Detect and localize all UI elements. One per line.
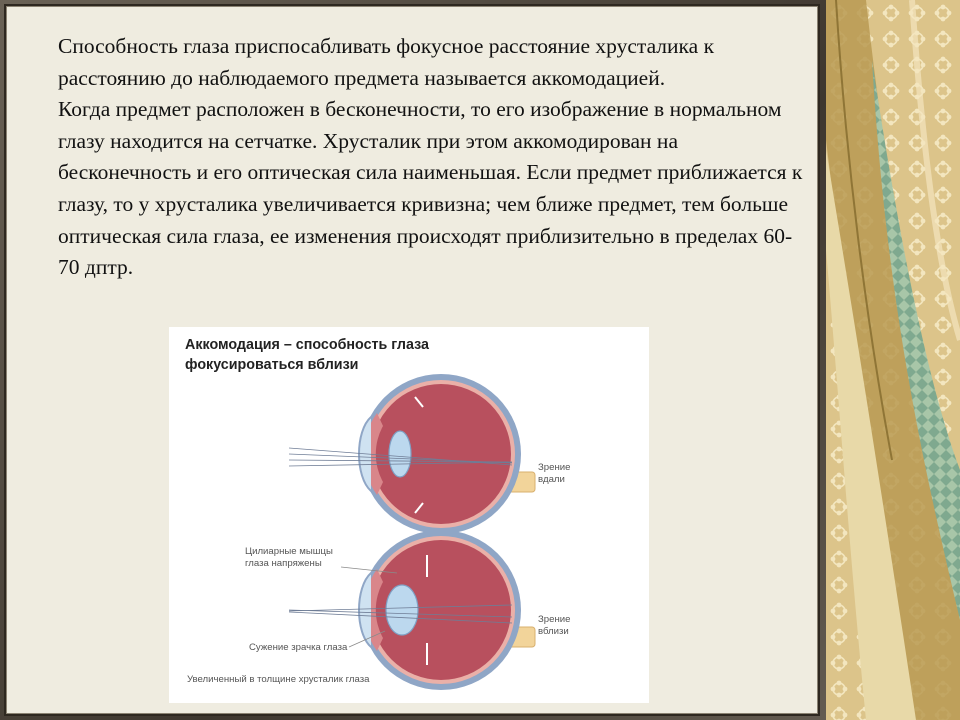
paragraph-accommodation-explanation: Когда предмет расположен в бесконечности, то его изображение в нормальном глазу находится на сетчатке. Хрусталик при этом аккомодирован на бесконечность и его оптическая сила наименьшая. Если предмет приближается к глазу, то у хрусталика увеличивается кривизна; чем ближе предмет, тем больше оптическая сила глаза, ее изменения происходят приблизительно в пределах 60-70 дптр. <box>58 97 803 280</box>
eye-far-vision <box>289 374 535 534</box>
accommodation-diagram <box>169 327 649 703</box>
figure-title-line2: фокусироваться вблизи <box>185 357 359 373</box>
label-far-vision: Зрение вдали <box>538 462 571 485</box>
eye-diagrams <box>169 327 649 703</box>
label-pupil-narrowing: Сужение зрачка глаза <box>249 642 348 653</box>
paragraph-accommodation-definition: Способность глаза приспосабливать фокусное расстояние хрусталика к расстоянию до наблюдаемого предмета называется аккомодацией. <box>58 34 715 90</box>
decorative-side-pattern <box>826 0 960 720</box>
figure-title <box>185 335 535 375</box>
label-lens-thickening: Увеличенный в толщине хрусталик глаза <box>187 674 370 685</box>
body-text <box>10 31 810 284</box>
figure-title-line1: Аккомодация – способность глаза <box>185 337 429 353</box>
label-near-vision: Зрение вблизи <box>538 614 571 637</box>
label-ciliary-muscles: Цилиарные мышцы глаза напряжены <box>245 546 333 569</box>
